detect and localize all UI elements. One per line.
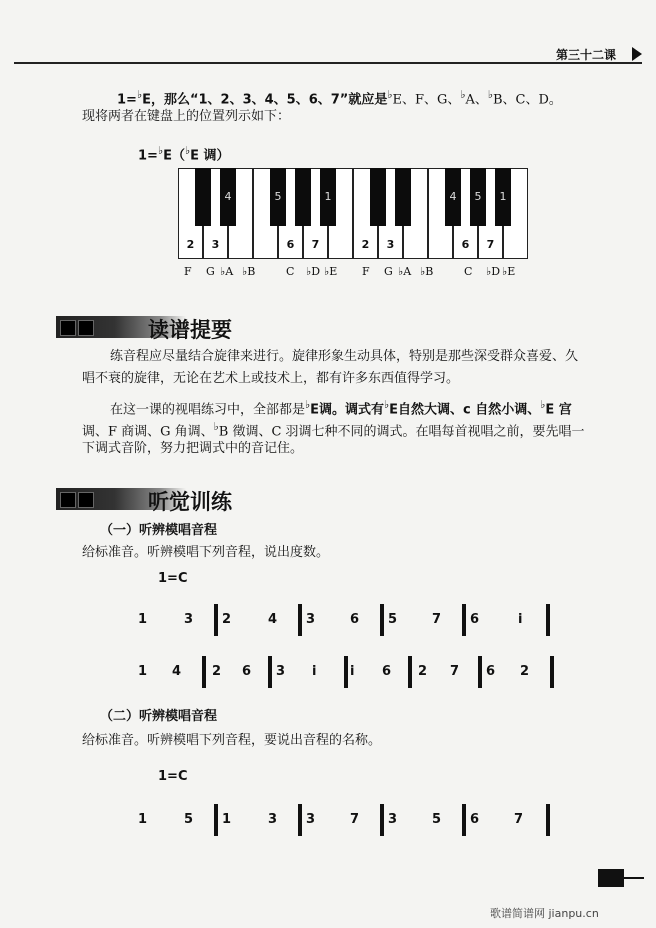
para2-line1: 在这一课的视唱练习中，全部都是♭E调。调式有♭E自然大调、c 自然小调、♭E 宫 [110, 398, 572, 418]
bar-line [344, 656, 348, 688]
score-note: 6 [486, 664, 496, 679]
score-note: 7 [514, 812, 524, 827]
sub1-title: （一）听辨模唱音程 [100, 523, 218, 538]
bar-line [298, 804, 302, 836]
score-note: 6 [350, 612, 360, 627]
keyboard-caption: 1=♭E（♭E 调） [138, 144, 230, 164]
page-number-rule [624, 877, 644, 879]
score-note: 7 [350, 812, 360, 827]
score-note: i [312, 664, 317, 679]
bar-line [268, 656, 272, 688]
bar-line [408, 656, 412, 688]
key-signature-2: 1=C [158, 769, 188, 784]
black-key-degree: 4 [449, 190, 457, 203]
score-note: 7 [450, 664, 460, 679]
bar-line [478, 656, 482, 688]
white-key-degree: 6 [461, 238, 470, 251]
score-note: 4 [172, 664, 182, 679]
black-key-degree: 4 [224, 190, 232, 203]
score-note: i [518, 612, 523, 627]
sub2-title: （二）听辨模唱音程 [100, 709, 218, 724]
score-note: 3 [306, 612, 316, 627]
lesson-title: 第三十二课 [556, 48, 617, 62]
score-note: 2 [418, 664, 428, 679]
key-signature-1: 1=C [158, 571, 188, 586]
score-note: 7 [432, 612, 442, 627]
score-note: 2 [212, 664, 222, 679]
note-name: ♭B [242, 265, 256, 278]
score-note: 2 [222, 612, 232, 627]
score-note: 6 [242, 664, 252, 679]
note-name: F [362, 265, 370, 278]
white-key-degree: 7 [486, 238, 495, 251]
score-note: 3 [184, 612, 194, 627]
note-name: ♭B [420, 265, 434, 278]
white-key-degree: 3 [211, 238, 220, 251]
white-key-degree: 3 [386, 238, 395, 251]
intro-line-1: 1=♭E，那么“1、2、3、4、5、6、7”就应是♭E、F、G、♭A、♭B、C、D。 [117, 88, 562, 108]
score-note: 4 [268, 612, 278, 627]
note-name: ♭A [398, 265, 412, 278]
bar-line [462, 604, 466, 636]
black-key-degree: 5 [274, 190, 282, 203]
black-key-degree: 1 [324, 190, 332, 203]
note-name: ♭E [324, 265, 338, 278]
note-name: ♭E [502, 265, 516, 278]
para1-line2: 唱不衰的旋律，无论在艺术上或技术上，都有许多东西值得学习。 [82, 371, 460, 386]
bar-line [550, 656, 554, 688]
note-name: ♭A [220, 265, 234, 278]
note-name: G [384, 265, 393, 278]
score-note: 5 [184, 812, 194, 827]
bar-line [214, 804, 218, 836]
white-key-degree: 2 [186, 238, 195, 251]
score-note: 3 [268, 812, 278, 827]
score-note: 3 [306, 812, 316, 827]
bar-line [298, 604, 302, 636]
bar-line [546, 604, 550, 636]
note-name: F [184, 265, 192, 278]
bar-line [546, 804, 550, 836]
score-note: 1 [138, 612, 148, 627]
note-name: ♭D [306, 265, 321, 278]
score-note: 5 [388, 612, 398, 627]
watermark: 歌谱简谱网 jianpu.cn [490, 907, 599, 920]
bar-line [380, 604, 384, 636]
section-header-reading: 读谱提要 [56, 316, 256, 338]
white-key-degree: 2 [361, 238, 370, 251]
section-header-listening: 听觉训练 [56, 488, 256, 510]
note-name: C [464, 265, 473, 278]
score-note: 3 [276, 664, 286, 679]
score-note: 1 [138, 812, 148, 827]
intro-line-2: 现将两者在键盘上的位置列示如下： [82, 109, 291, 124]
score-note: 6 [382, 664, 392, 679]
note-name: ♭D [486, 265, 501, 278]
black-key-degree: 1 [499, 190, 507, 203]
white-key-degree: 7 [311, 238, 320, 251]
score-note: 5 [432, 812, 442, 827]
bar-line [214, 604, 218, 636]
score-note: i [350, 664, 355, 679]
note-name: G [206, 265, 215, 278]
score-note: 6 [470, 612, 480, 627]
score-note: 1 [222, 812, 232, 827]
para1-line1: 练音程应尽量结合旋律来进行。旋律形象生动具体，特别是那些深受群众喜爱、久 [110, 349, 579, 364]
sub2-instruction: 给标准音。听辨模唱下列音程，要说出音程的名称。 [82, 733, 382, 748]
bar-line [202, 656, 206, 688]
score-note: 6 [470, 812, 480, 827]
bar-line [380, 804, 384, 836]
para2-line3: 下调式音阶，努力把调式中的音记住。 [82, 441, 304, 456]
para2-line2: 调、F 商调、G 角调、♭B 徵调、C 羽调七种不同的调式。在唱每首视唱之前，要先唱一 [82, 420, 585, 440]
page-number-box [598, 869, 624, 887]
black-key-degree: 5 [474, 190, 482, 203]
sub1-instruction: 给标准音。听辨模唱下列音程，说出度数。 [82, 545, 330, 560]
white-key-degree: 6 [286, 238, 295, 251]
score-note: 2 [520, 664, 530, 679]
score-note: 3 [388, 812, 398, 827]
note-name: C [286, 265, 295, 278]
score-note: 1 [138, 664, 148, 679]
bar-line [462, 804, 466, 836]
